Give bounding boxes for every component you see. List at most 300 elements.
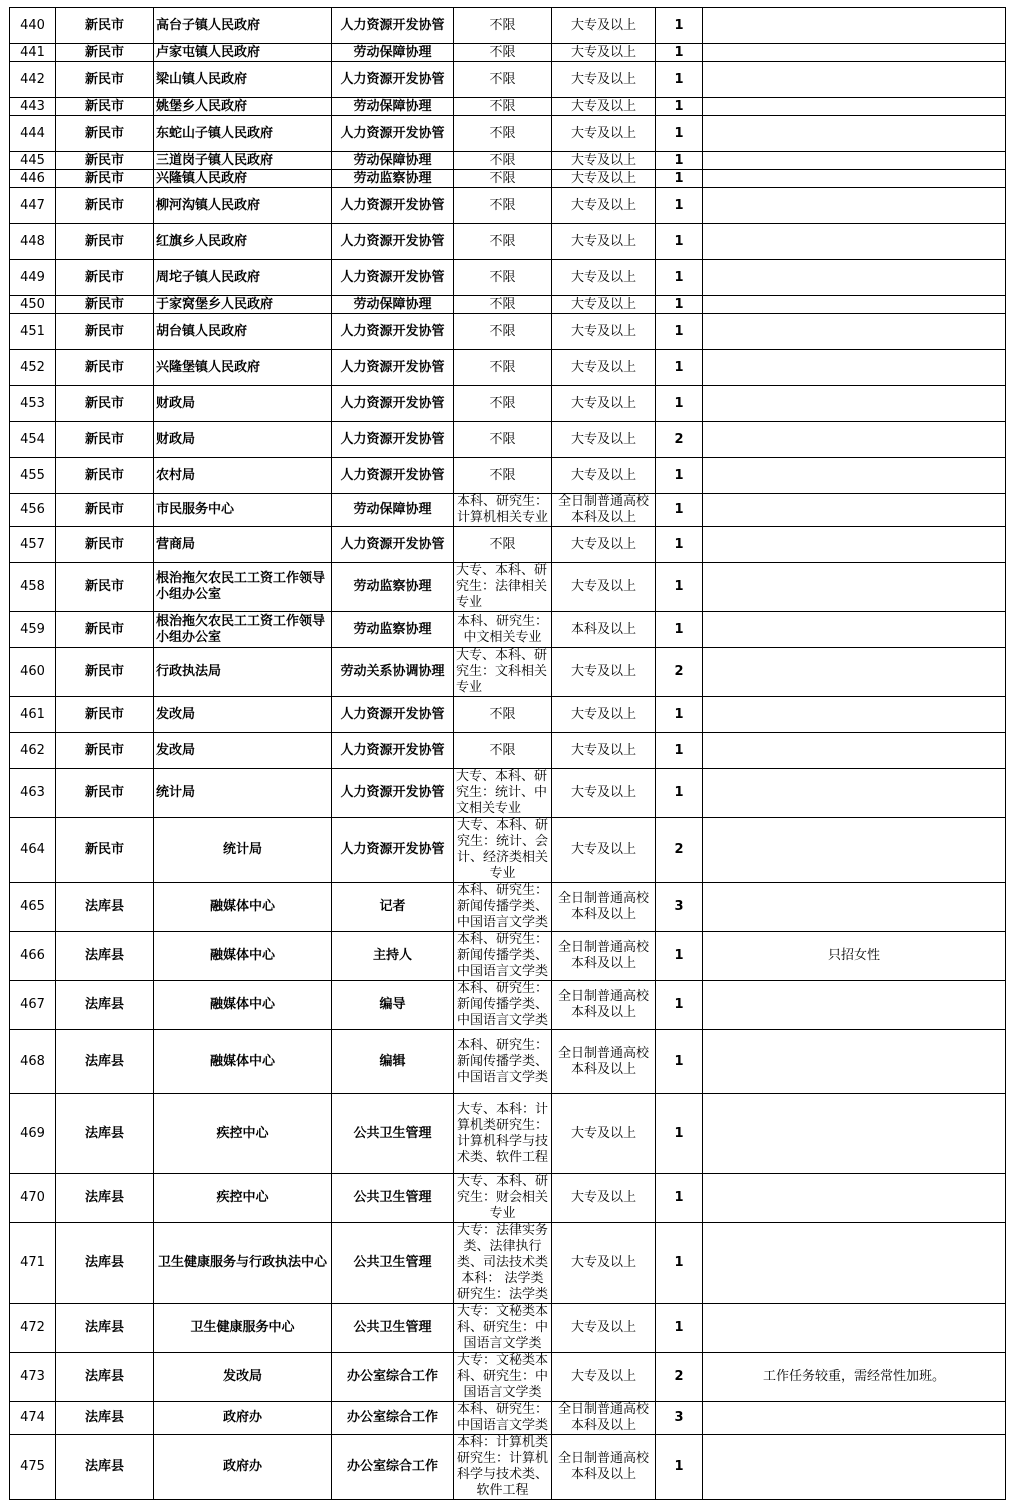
remarks-cell <box>703 1304 1006 1353</box>
remarks-cell <box>703 1223 1006 1304</box>
serial-number-cell: 455 <box>10 458 56 494</box>
county-cell: 新民市 <box>56 98 154 116</box>
headcount-cell: 1 <box>656 981 703 1030</box>
education-requirement-cell: 大专及以上 <box>552 818 656 883</box>
education-requirement-cell: 大专及以上 <box>552 1304 656 1353</box>
major-requirement-cell: 大专、本科、研究生：文科相关专业 <box>454 648 552 697</box>
county-cell: 新民市 <box>56 8 154 44</box>
county-cell: 新民市 <box>56 612 154 648</box>
education-requirement-cell: 大专及以上 <box>552 527 656 563</box>
remarks-cell <box>703 44 1006 62</box>
major-requirement-cell: 本科：计算机类研究生：计算机科学与技术类、软件工程 <box>454 1435 552 1500</box>
headcount-cell: 2 <box>656 648 703 697</box>
table-row <box>10 1304 1006 1353</box>
remarks-cell <box>703 1174 1006 1223</box>
employer-unit-cell: 三道岗子镇人民政府 <box>154 152 332 170</box>
education-requirement-cell: 本科及以上 <box>552 612 656 648</box>
headcount-cell: 1 <box>656 350 703 386</box>
employer-unit-cell: 营商局 <box>154 527 332 563</box>
position-cell: 劳动保障协理 <box>332 494 454 527</box>
county-cell: 新民市 <box>56 44 154 62</box>
table-row <box>10 1030 1006 1094</box>
education-requirement-cell: 全日制普通高校本科及以上 <box>552 1435 656 1500</box>
remarks-cell <box>703 981 1006 1030</box>
major-requirement-cell: 不限 <box>454 527 552 563</box>
table-row <box>10 769 1006 818</box>
serial-number-cell: 467 <box>10 981 56 1030</box>
county-cell: 法库县 <box>56 1223 154 1304</box>
employer-unit-cell: 疾控中心 <box>154 1094 332 1174</box>
table-row <box>10 883 1006 932</box>
serial-number-cell: 452 <box>10 350 56 386</box>
major-requirement-cell: 不限 <box>454 116 552 152</box>
table-row <box>10 1094 1006 1174</box>
county-cell: 法库县 <box>56 1353 154 1402</box>
county-cell: 法库县 <box>56 1174 154 1223</box>
major-requirement-cell: 大专、本科、研究生：统计、中文相关专业 <box>454 769 552 818</box>
major-requirement-cell: 本科、研究生：中文相关专业 <box>454 612 552 648</box>
serial-number-cell: 465 <box>10 883 56 932</box>
serial-number-cell: 474 <box>10 1402 56 1435</box>
table-row <box>10 494 1006 527</box>
table-row <box>10 527 1006 563</box>
education-requirement-cell: 大专及以上 <box>552 386 656 422</box>
serial-number-cell: 464 <box>10 818 56 883</box>
employer-unit-cell: 融媒体中心 <box>154 1030 332 1094</box>
remarks-cell <box>703 314 1006 350</box>
education-requirement-cell: 大专及以上 <box>552 769 656 818</box>
education-requirement-cell: 大专及以上 <box>552 350 656 386</box>
remarks-cell <box>703 458 1006 494</box>
table-row <box>10 981 1006 1030</box>
education-requirement-cell: 大专及以上 <box>552 98 656 116</box>
education-requirement-cell: 大专及以上 <box>552 1223 656 1304</box>
position-cell: 公共卫生管理 <box>332 1094 454 1174</box>
headcount-cell: 1 <box>656 98 703 116</box>
employer-unit-cell: 周坨子镇人民政府 <box>154 260 332 296</box>
headcount-cell: 1 <box>656 697 703 733</box>
position-cell: 办公室综合工作 <box>332 1435 454 1500</box>
remarks-cell <box>703 62 1006 98</box>
county-cell: 新民市 <box>56 527 154 563</box>
education-requirement-cell: 大专及以上 <box>552 697 656 733</box>
county-cell: 新民市 <box>56 422 154 458</box>
headcount-cell: 1 <box>656 612 703 648</box>
education-requirement-cell: 全日制普通高校本科及以上 <box>552 883 656 932</box>
education-requirement-cell: 大专及以上 <box>552 260 656 296</box>
county-cell: 法库县 <box>56 1094 154 1174</box>
county-cell: 法库县 <box>56 981 154 1030</box>
headcount-cell: 1 <box>656 188 703 224</box>
serial-number-cell: 466 <box>10 932 56 981</box>
employer-unit-cell: 发改局 <box>154 733 332 769</box>
education-requirement-cell: 大专及以上 <box>552 8 656 44</box>
major-requirement-cell: 大专、本科、研究生：法律相关专业 <box>454 563 552 612</box>
remarks-cell <box>703 1030 1006 1094</box>
position-cell: 公共卫生管理 <box>332 1304 454 1353</box>
position-cell: 人力资源开发协管 <box>332 769 454 818</box>
headcount-cell: 1 <box>656 527 703 563</box>
employer-unit-cell: 梁山镇人民政府 <box>154 62 332 98</box>
remarks-cell <box>703 422 1006 458</box>
county-cell: 新民市 <box>56 224 154 260</box>
employer-unit-cell: 发改局 <box>154 697 332 733</box>
education-requirement-cell: 大专及以上 <box>552 44 656 62</box>
major-requirement-cell: 大专：法律实务类、法律执行类、司法技术类本科： 法学类研究生：法学类 <box>454 1223 552 1304</box>
serial-number-cell: 472 <box>10 1304 56 1353</box>
table-row <box>10 260 1006 296</box>
headcount-cell: 1 <box>656 494 703 527</box>
employer-unit-cell: 卢家屯镇人民政府 <box>154 44 332 62</box>
table-row <box>10 44 1006 62</box>
employer-unit-cell: 统计局 <box>154 818 332 883</box>
headcount-cell: 1 <box>656 1304 703 1353</box>
remarks-cell <box>703 612 1006 648</box>
position-cell: 人力资源开发协管 <box>332 733 454 769</box>
employer-unit-cell: 高台子镇人民政府 <box>154 8 332 44</box>
headcount-cell: 2 <box>656 1353 703 1402</box>
county-cell: 法库县 <box>56 1030 154 1094</box>
position-cell: 人力资源开发协管 <box>332 188 454 224</box>
position-cell: 公共卫生管理 <box>332 1223 454 1304</box>
table-row <box>10 422 1006 458</box>
county-cell: 法库县 <box>56 1304 154 1353</box>
major-requirement-cell: 不限 <box>454 98 552 116</box>
major-requirement-cell: 本科、研究生：计算机相关专业 <box>454 494 552 527</box>
position-cell: 劳动保障协理 <box>332 152 454 170</box>
position-cell: 办公室综合工作 <box>332 1353 454 1402</box>
remarks-cell <box>703 818 1006 883</box>
table-row <box>10 116 1006 152</box>
serial-number-cell: 446 <box>10 170 56 188</box>
position-cell: 劳动监察协理 <box>332 563 454 612</box>
position-cell: 办公室综合工作 <box>332 1402 454 1435</box>
serial-number-cell: 458 <box>10 563 56 612</box>
serial-number-cell: 460 <box>10 648 56 697</box>
education-requirement-cell: 大专及以上 <box>552 648 656 697</box>
employer-unit-cell: 根治拖欠农民工工资工作领导小组办公室 <box>154 612 332 648</box>
table-row <box>10 733 1006 769</box>
education-requirement-cell: 大专及以上 <box>552 1094 656 1174</box>
table-row <box>10 458 1006 494</box>
remarks-cell <box>703 260 1006 296</box>
table-row <box>10 350 1006 386</box>
recruitment-table <box>9 7 1006 1500</box>
employer-unit-cell: 疾控中心 <box>154 1174 332 1223</box>
employer-unit-cell: 财政局 <box>154 422 332 458</box>
position-cell: 人力资源开发协管 <box>332 350 454 386</box>
employer-unit-cell: 红旗乡人民政府 <box>154 224 332 260</box>
serial-number-cell: 471 <box>10 1223 56 1304</box>
headcount-cell: 1 <box>656 1174 703 1223</box>
education-requirement-cell: 大专及以上 <box>552 733 656 769</box>
remarks-cell: 只招女性 <box>703 932 1006 981</box>
employer-unit-cell: 兴隆镇人民政府 <box>154 170 332 188</box>
table-row <box>10 224 1006 260</box>
employer-unit-cell: 行政执法局 <box>154 648 332 697</box>
headcount-cell: 1 <box>656 152 703 170</box>
county-cell: 新民市 <box>56 116 154 152</box>
remarks-cell <box>703 494 1006 527</box>
position-cell: 公共卫生管理 <box>332 1174 454 1223</box>
position-cell: 编导 <box>332 981 454 1030</box>
serial-number-cell: 475 <box>10 1435 56 1500</box>
major-requirement-cell: 大专：文秘类本科、研究生：中国语言文学类 <box>454 1304 552 1353</box>
headcount-cell: 1 <box>656 314 703 350</box>
remarks-cell <box>703 98 1006 116</box>
education-requirement-cell: 大专及以上 <box>552 458 656 494</box>
education-requirement-cell: 大专及以上 <box>552 152 656 170</box>
county-cell: 新民市 <box>56 188 154 224</box>
position-cell: 人力资源开发协管 <box>332 260 454 296</box>
remarks-cell <box>703 170 1006 188</box>
employer-unit-cell: 柳河沟镇人民政府 <box>154 188 332 224</box>
position-cell: 人力资源开发协管 <box>332 422 454 458</box>
education-requirement-cell: 全日制普通高校本科及以上 <box>552 981 656 1030</box>
position-cell: 劳动保障协理 <box>332 98 454 116</box>
position-cell: 人力资源开发协管 <box>332 62 454 98</box>
major-requirement-cell: 不限 <box>454 314 552 350</box>
education-requirement-cell: 全日制普通高校本科及以上 <box>552 932 656 981</box>
education-requirement-cell: 大专及以上 <box>552 1353 656 1402</box>
position-cell: 编辑 <box>332 1030 454 1094</box>
county-cell: 新民市 <box>56 494 154 527</box>
education-requirement-cell: 大专及以上 <box>552 62 656 98</box>
remarks-cell <box>703 648 1006 697</box>
employer-unit-cell: 于家窝堡乡人民政府 <box>154 296 332 314</box>
position-cell: 主持人 <box>332 932 454 981</box>
education-requirement-cell: 全日制普通高校本科及以上 <box>552 1402 656 1435</box>
county-cell: 新民市 <box>56 648 154 697</box>
table-row <box>10 1402 1006 1435</box>
serial-number-cell: 462 <box>10 733 56 769</box>
table-row <box>10 314 1006 350</box>
major-requirement-cell: 大专、本科：计算机类研究生：计算机科学与技术类、软件工程 <box>454 1094 552 1174</box>
education-requirement-cell: 大专及以上 <box>552 314 656 350</box>
major-requirement-cell: 本科、研究生：新闻传播学类、中国语言文学类 <box>454 981 552 1030</box>
education-requirement-cell: 大专及以上 <box>552 170 656 188</box>
table-row <box>10 818 1006 883</box>
serial-number-cell: 463 <box>10 769 56 818</box>
serial-number-cell: 473 <box>10 1353 56 1402</box>
table-body <box>10 8 1006 1500</box>
major-requirement-cell: 本科、研究生：新闻传播学类、中国语言文学类 <box>454 883 552 932</box>
remarks-cell: 工作任务较重，需经常性加班。 <box>703 1353 1006 1402</box>
employer-unit-cell: 发改局 <box>154 1353 332 1402</box>
remarks-cell <box>703 350 1006 386</box>
headcount-cell: 1 <box>656 458 703 494</box>
headcount-cell: 1 <box>656 386 703 422</box>
education-requirement-cell: 大专及以上 <box>552 188 656 224</box>
employer-unit-cell: 政府办 <box>154 1435 332 1500</box>
major-requirement-cell: 不限 <box>454 458 552 494</box>
table-row <box>10 188 1006 224</box>
headcount-cell: 2 <box>656 422 703 458</box>
remarks-cell <box>703 1402 1006 1435</box>
education-requirement-cell: 大专及以上 <box>552 422 656 458</box>
table-row <box>10 386 1006 422</box>
county-cell: 新民市 <box>56 296 154 314</box>
headcount-cell: 1 <box>656 1435 703 1500</box>
county-cell: 新民市 <box>56 386 154 422</box>
serial-number-cell: 469 <box>10 1094 56 1174</box>
county-cell: 新民市 <box>56 260 154 296</box>
major-requirement-cell: 不限 <box>454 170 552 188</box>
serial-number-cell: 461 <box>10 697 56 733</box>
major-requirement-cell: 不限 <box>454 422 552 458</box>
major-requirement-cell: 大专、本科、研究生：财会相关专业 <box>454 1174 552 1223</box>
employer-unit-cell: 融媒体中心 <box>154 932 332 981</box>
county-cell: 新民市 <box>56 62 154 98</box>
headcount-cell: 1 <box>656 563 703 612</box>
position-cell: 人力资源开发协管 <box>332 818 454 883</box>
table-row <box>10 296 1006 314</box>
remarks-cell <box>703 1094 1006 1174</box>
position-cell: 记者 <box>332 883 454 932</box>
table-row <box>10 648 1006 697</box>
table-row <box>10 8 1006 44</box>
serial-number-cell: 457 <box>10 527 56 563</box>
serial-number-cell: 456 <box>10 494 56 527</box>
major-requirement-cell: 大专、本科、研究生：统计、会计、经济类相关专业 <box>454 818 552 883</box>
employer-unit-cell: 东蛇山子镇人民政府 <box>154 116 332 152</box>
remarks-cell <box>703 697 1006 733</box>
position-cell: 人力资源开发协管 <box>332 314 454 350</box>
education-requirement-cell: 大专及以上 <box>552 224 656 260</box>
major-requirement-cell: 不限 <box>454 44 552 62</box>
remarks-cell <box>703 386 1006 422</box>
headcount-cell: 1 <box>656 62 703 98</box>
county-cell: 新民市 <box>56 152 154 170</box>
county-cell: 法库县 <box>56 932 154 981</box>
remarks-cell <box>703 152 1006 170</box>
county-cell: 新民市 <box>56 733 154 769</box>
table-row <box>10 932 1006 981</box>
major-requirement-cell: 不限 <box>454 260 552 296</box>
employer-unit-cell: 融媒体中心 <box>154 981 332 1030</box>
serial-number-cell: 449 <box>10 260 56 296</box>
table-row <box>10 1353 1006 1402</box>
serial-number-cell: 443 <box>10 98 56 116</box>
county-cell: 新民市 <box>56 769 154 818</box>
position-cell: 人力资源开发协管 <box>332 116 454 152</box>
county-cell: 法库县 <box>56 1435 154 1500</box>
major-requirement-cell: 不限 <box>454 386 552 422</box>
employer-unit-cell: 姚堡乡人民政府 <box>154 98 332 116</box>
remarks-cell <box>703 1435 1006 1500</box>
serial-number-cell: 448 <box>10 224 56 260</box>
employer-unit-cell: 胡台镇人民政府 <box>154 314 332 350</box>
headcount-cell: 3 <box>656 883 703 932</box>
employer-unit-cell: 农村局 <box>154 458 332 494</box>
remarks-cell <box>703 8 1006 44</box>
county-cell: 法库县 <box>56 1402 154 1435</box>
employer-unit-cell: 卫生健康服务与行政执法中心 <box>154 1223 332 1304</box>
employer-unit-cell: 卫生健康服务中心 <box>154 1304 332 1353</box>
county-cell: 新民市 <box>56 563 154 612</box>
employer-unit-cell: 融媒体中心 <box>154 883 332 932</box>
table-row <box>10 98 1006 116</box>
headcount-cell: 1 <box>656 260 703 296</box>
table-row <box>10 1435 1006 1500</box>
serial-number-cell: 441 <box>10 44 56 62</box>
table-row <box>10 1223 1006 1304</box>
education-requirement-cell: 大专及以上 <box>552 563 656 612</box>
serial-number-cell: 442 <box>10 62 56 98</box>
serial-number-cell: 459 <box>10 612 56 648</box>
county-cell: 法库县 <box>56 883 154 932</box>
employer-unit-cell: 统计局 <box>154 769 332 818</box>
serial-number-cell: 447 <box>10 188 56 224</box>
serial-number-cell: 453 <box>10 386 56 422</box>
major-requirement-cell: 不限 <box>454 152 552 170</box>
remarks-cell <box>703 527 1006 563</box>
position-cell: 劳动监察协理 <box>332 612 454 648</box>
major-requirement-cell: 本科、研究生：新闻传播学类、中国语言文学类 <box>454 1030 552 1094</box>
headcount-cell: 1 <box>656 170 703 188</box>
remarks-cell <box>703 733 1006 769</box>
major-requirement-cell: 不限 <box>454 296 552 314</box>
employer-unit-cell: 财政局 <box>154 386 332 422</box>
position-cell: 人力资源开发协管 <box>332 527 454 563</box>
serial-number-cell: 445 <box>10 152 56 170</box>
major-requirement-cell: 不限 <box>454 733 552 769</box>
serial-number-cell: 451 <box>10 314 56 350</box>
employer-unit-cell: 根治拖欠农民工工资工作领导小组办公室 <box>154 563 332 612</box>
major-requirement-cell: 大专：文秘类本科、研究生：中国语言文学类 <box>454 1353 552 1402</box>
headcount-cell: 1 <box>656 1094 703 1174</box>
education-requirement-cell: 大专及以上 <box>552 1174 656 1223</box>
major-requirement-cell: 不限 <box>454 62 552 98</box>
major-requirement-cell: 不限 <box>454 224 552 260</box>
table-row <box>10 62 1006 98</box>
remarks-cell <box>703 116 1006 152</box>
serial-number-cell: 468 <box>10 1030 56 1094</box>
headcount-cell: 1 <box>656 769 703 818</box>
position-cell: 人力资源开发协管 <box>332 697 454 733</box>
serial-number-cell: 470 <box>10 1174 56 1223</box>
serial-number-cell: 440 <box>10 8 56 44</box>
position-cell: 人力资源开发协管 <box>332 458 454 494</box>
county-cell: 新民市 <box>56 697 154 733</box>
education-requirement-cell: 全日制普通高校本科及以上 <box>552 1030 656 1094</box>
major-requirement-cell: 不限 <box>454 188 552 224</box>
position-cell: 人力资源开发协管 <box>332 386 454 422</box>
headcount-cell: 1 <box>656 932 703 981</box>
headcount-cell: 3 <box>656 1402 703 1435</box>
education-requirement-cell: 全日制普通高校本科及以上 <box>552 494 656 527</box>
headcount-cell: 1 <box>656 44 703 62</box>
employer-unit-cell: 市民服务中心 <box>154 494 332 527</box>
remarks-cell <box>703 883 1006 932</box>
county-cell: 新民市 <box>56 458 154 494</box>
position-cell: 劳动保障协理 <box>332 44 454 62</box>
headcount-cell: 1 <box>656 1030 703 1094</box>
education-requirement-cell: 大专及以上 <box>552 296 656 314</box>
employer-unit-cell: 政府办 <box>154 1402 332 1435</box>
major-requirement-cell: 不限 <box>454 8 552 44</box>
remarks-cell <box>703 769 1006 818</box>
serial-number-cell: 450 <box>10 296 56 314</box>
headcount-cell: 1 <box>656 296 703 314</box>
headcount-cell: 1 <box>656 1223 703 1304</box>
remarks-cell <box>703 563 1006 612</box>
major-requirement-cell: 本科、研究生：新闻传播学类、中国语言文学类 <box>454 932 552 981</box>
education-requirement-cell: 大专及以上 <box>552 116 656 152</box>
major-requirement-cell: 不限 <box>454 350 552 386</box>
position-cell: 劳动关系协调协理 <box>332 648 454 697</box>
table-row <box>10 563 1006 612</box>
